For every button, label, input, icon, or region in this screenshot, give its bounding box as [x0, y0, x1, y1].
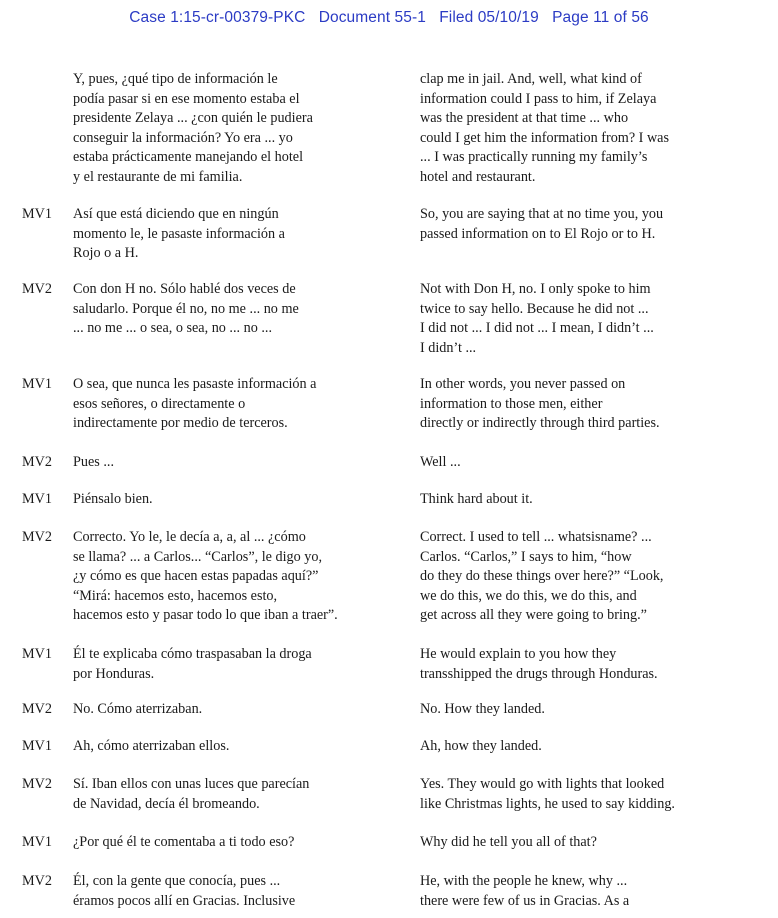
- english-text: [420, 833, 750, 853]
- spanish-line: Sí. Iban ellos con unas luces que parecían: [73, 776, 310, 792]
- speaker-label: MV1: [22, 646, 52, 662]
- english-text: [420, 490, 750, 510]
- spanish-line: hacemos esto y pasar todo lo que iban a traer”.: [73, 607, 338, 623]
- english-line: information to those men, either: [420, 395, 603, 412]
- speaker-label: MV2: [22, 701, 52, 717]
- english-text: [420, 205, 750, 244]
- english-line: Why did he tell you all of that?: [420, 834, 597, 850]
- spanish-text: [73, 775, 398, 814]
- spanish-line: Él, con la gente que conocía, pues ...: [73, 873, 281, 889]
- english-line: directly or indirectly through third parties.: [420, 415, 660, 431]
- english-line: Well ...: [420, 454, 461, 470]
- spanish-line: Él te explicaba cómo traspasaban la droga: [73, 646, 312, 662]
- document-number: Document 55-1: [318, 9, 426, 26]
- spanish-text: [73, 700, 398, 720]
- speaker-label: MV1: [22, 206, 52, 222]
- spanish-line: Así que está diciendo que en ningún: [73, 206, 279, 222]
- filed-date: Filed 05/10/19: [439, 9, 539, 26]
- english-line: Yes. They would go with lights that looked: [420, 776, 665, 792]
- spanish-line: Pues ...: [73, 454, 114, 470]
- english-line: transshipped the drugs through Honduras.: [420, 665, 658, 682]
- speaker-label: MV2: [22, 776, 52, 792]
- page-number: Page 11 of 56: [552, 9, 649, 26]
- spanish-line: momento le, le pasaste información a: [73, 225, 285, 242]
- english-text: [420, 775, 750, 814]
- spanish-line: ¿Por qué él te comentaba a ti todo eso?: [73, 834, 295, 850]
- spanish-line: Y, pues, ¿qué tipo de información le: [73, 71, 278, 87]
- english-line: do they do these things over here?” “Look,: [420, 568, 664, 584]
- spanish-line: Correcto. Yo le, le decía a, a, al ... ¿cómo: [73, 529, 306, 545]
- spanish-line: “Mirá: hacemos esto, hacemos esto,: [73, 587, 278, 604]
- spanish-line: O sea, que nunca les pasaste información a: [73, 376, 317, 392]
- spanish-line: indirectamente por medio de terceros.: [73, 415, 288, 431]
- english-line: like Christmas lights, he used to say kidding.: [420, 795, 675, 812]
- spanish-line: por Honduras.: [73, 665, 155, 682]
- spanish-line: podía pasar si en ese momento estaba el: [73, 90, 300, 107]
- spanish-line: esos señores, o directamente o: [73, 395, 246, 412]
- english-line: Ah, how they landed.: [420, 738, 542, 754]
- english-line: Not with Don H, no. I only spoke to him: [420, 281, 651, 297]
- english-line: I didn’t ...: [420, 339, 477, 356]
- speaker-label: MV2: [22, 281, 52, 297]
- spanish-text: [73, 375, 398, 434]
- english-text: [420, 375, 750, 434]
- spanish-text: [73, 737, 398, 757]
- spanish-text: [73, 70, 398, 187]
- document-header: [0, 9, 778, 27]
- spanish-text: [73, 205, 398, 264]
- english-text: [420, 645, 750, 684]
- english-line: information could I pass to him, if Zelaya: [420, 90, 657, 107]
- english-line: Think hard about it.: [420, 491, 533, 507]
- english-line: So, you are saying that at no time you, you: [420, 206, 664, 222]
- english-line: clap me in jail. And, well, what kind of: [420, 71, 642, 87]
- english-line: get across all they were going to bring.”: [420, 607, 647, 623]
- english-text: [420, 872, 750, 911]
- english-line: He would explain to you how they: [420, 646, 617, 662]
- spanish-line: Ah, cómo aterrizaban ellos.: [73, 738, 230, 754]
- spanish-line: Con don H no. Sólo hablé dos veces de: [73, 281, 296, 297]
- english-text: [420, 70, 750, 187]
- speaker-label: MV1: [22, 491, 52, 507]
- spanish-text: [73, 872, 398, 911]
- spanish-line: saludarlo. Porque él no, no me ... no me: [73, 300, 299, 317]
- english-line: In other words, you never passed on: [420, 376, 626, 392]
- spanish-line: No. Cómo aterrizaban.: [73, 701, 203, 717]
- spanish-text: [73, 833, 398, 853]
- english-text: [420, 528, 750, 626]
- spanish-line: y el restaurante de mi familia.: [73, 168, 243, 185]
- spanish-text: [73, 490, 398, 510]
- english-line: we do this, we do this, we do this, and: [420, 587, 637, 604]
- spanish-line: éramos pocos allí en Gracias. Inclusive: [73, 892, 296, 909]
- spanish-text: [73, 645, 398, 684]
- english-text: [420, 700, 750, 720]
- speaker-label: MV1: [22, 738, 52, 754]
- english-line: hotel and restaurant.: [420, 168, 536, 185]
- spanish-line: Piénsalo bien.: [73, 491, 153, 507]
- spanish-line: presidente Zelaya ... ¿con quién le pudiera: [73, 110, 313, 126]
- spanish-text: [73, 280, 398, 339]
- speaker-label: MV2: [22, 873, 52, 889]
- english-line: twice to say hello. Because he did not ...: [420, 300, 649, 317]
- english-line: there were few of us in Gracias. As a: [420, 892, 630, 909]
- english-text: [420, 453, 750, 473]
- spanish-line: conseguir la información? Yo era ... yo: [73, 129, 293, 146]
- english-line: He, with the people he knew, why ...: [420, 873, 628, 889]
- spanish-line: Rojo o a H.: [73, 245, 139, 261]
- spanish-line: ¿y cómo es que hacen estas papadas aquí?”: [73, 568, 319, 584]
- speaker-label: MV1: [22, 834, 52, 850]
- english-line: was the president at that time ... who: [420, 110, 629, 126]
- spanish-line: estaba prácticamente manejando el hotel: [73, 149, 304, 165]
- speaker-label: MV2: [22, 454, 52, 470]
- english-line: I did not ... I did not ... I mean, I didn’t ...: [420, 320, 654, 336]
- english-line: ... I was practically running my family’s: [420, 149, 648, 165]
- english-line: Carlos. “Carlos,” I says to him, “how: [420, 548, 632, 565]
- english-text: [420, 280, 750, 358]
- english-text: [420, 737, 750, 757]
- spanish-text: [73, 528, 398, 626]
- spanish-line: se llama? ... a Carlos... “Carlos”, le digo yo,: [73, 548, 323, 565]
- english-line: No. How they landed.: [420, 701, 545, 717]
- spanish-text: [73, 453, 398, 473]
- spanish-line: ... no me ... o sea, o sea, no ... no ...: [73, 320, 272, 336]
- english-line: could I get him the information from? I was: [420, 129, 670, 146]
- speaker-label: MV2: [22, 529, 52, 545]
- speaker-label: MV1: [22, 376, 52, 392]
- english-line: Correct. I used to tell ... whatsisname? ...: [420, 529, 652, 545]
- case-number: Case 1:15-cr-00379-PKC: [129, 9, 306, 26]
- spanish-line: de Navidad, decía él bromeando.: [73, 795, 260, 812]
- english-line: passed information on to El Rojo or to H.: [420, 225, 656, 242]
